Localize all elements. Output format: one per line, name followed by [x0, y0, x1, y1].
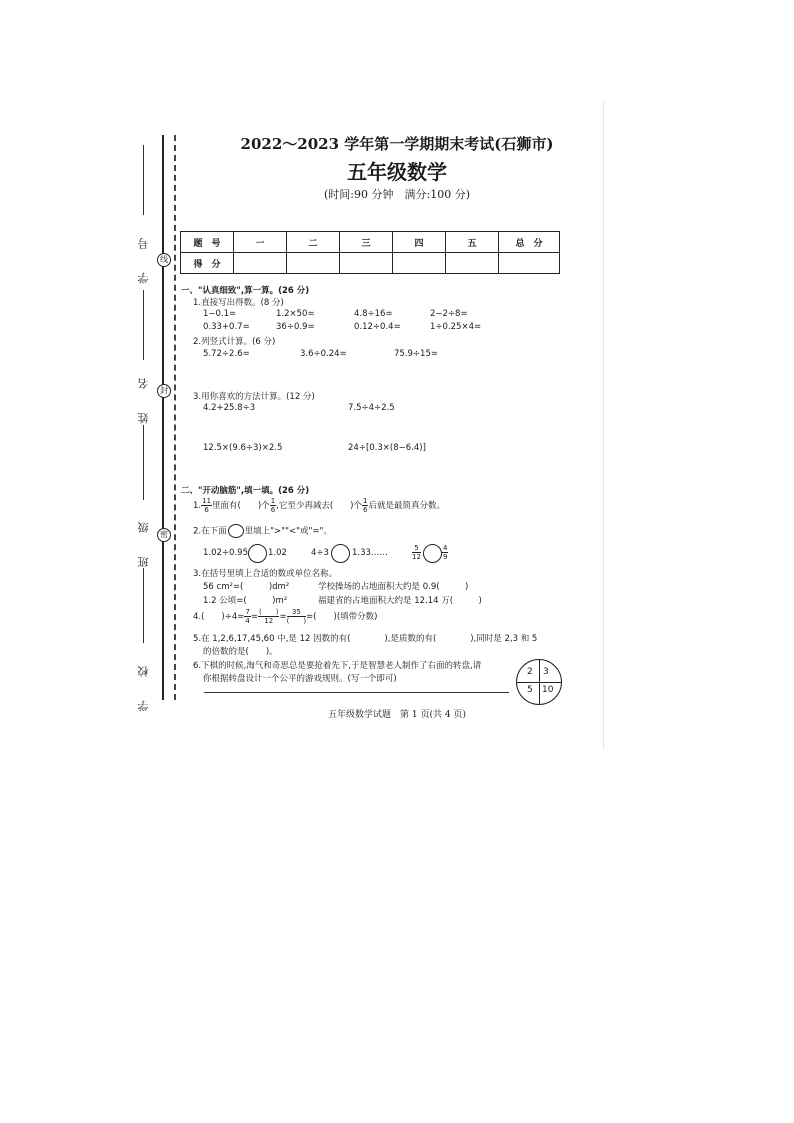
s2-q3-line: 56 cm²=( )dm² [203, 582, 290, 592]
name-label: 姓 名 [137, 368, 150, 424]
score-cell: 题 号 [181, 232, 234, 253]
s1-q3-item: 24÷[0.3×(8−6.4)] [348, 443, 426, 453]
compare-circle-answer[interactable] [423, 544, 442, 563]
score-cell: 得 分 [181, 253, 234, 274]
s1-q2-item: 3.6÷0.24= [300, 349, 347, 359]
denominator: 9 [443, 553, 448, 561]
s2-q5-line: 的倍数的是( )。 [203, 647, 278, 657]
student-id-label: 学 号 [137, 228, 150, 284]
score-table-header-row [181, 232, 560, 253]
binding-dashed-line [174, 135, 176, 700]
s2-q2-a-left: 1.02÷0.95 [203, 548, 248, 558]
s2-q1-pre: 1. [193, 501, 202, 511]
score-cell: 三 [340, 232, 393, 253]
page-footer: 五年级数学试题 第 1 页(共 4 页) [328, 710, 466, 720]
numerator: 1 [270, 497, 276, 505]
school-label: 学 校 [137, 656, 150, 712]
fraction [287, 608, 306, 625]
binding-mark-line: 线 [157, 253, 171, 267]
s2-q3-line: 1.2 公顷=( )m² [203, 596, 288, 606]
s2-q2-title-pre: 2.在下面 [193, 526, 227, 537]
s2-q1-mid1: 里面有( )个 [212, 501, 270, 511]
numerator: 4 [443, 544, 448, 552]
s2-q2-d [442, 544, 448, 561]
spinner-wheel [516, 659, 562, 705]
spinner-value: 2 [527, 667, 533, 677]
class-line [143, 425, 144, 500]
s1-q3-title: 3.用你喜欢的方法计算。(12 分) [193, 392, 315, 402]
fraction [412, 544, 421, 561]
score-cell: 一 [234, 232, 287, 253]
denominator: 6 [204, 506, 209, 514]
score-table-score-row [181, 253, 560, 274]
s1-q1-item: 1−0.1= [203, 309, 237, 319]
footer-rule [204, 692, 509, 693]
s2-q3-line: 福建省的占地面积大约是 12.14 万( ) [318, 596, 482, 606]
s2-q4-pre: 4.( )÷4= [193, 612, 245, 622]
compare-circle-answer[interactable] [248, 544, 267, 563]
denominator: 12 [264, 617, 274, 625]
s2-q3-line: 学校操场的占地面积大约是 0.9( ) [318, 582, 469, 592]
score-entry[interactable] [340, 253, 393, 274]
school-line [143, 568, 144, 643]
s1-q3-item: 12.5×(9.6÷3)×2.5 [203, 443, 283, 453]
class-label: 班 级 [137, 512, 150, 568]
s2-q6-line: 你根据转盘设计一个公平的游戏规则。(写一个即可) [203, 674, 397, 684]
s2-q4 [193, 608, 377, 625]
s2-q5-line: 5.在 1,2,6,17,45,60 中,是 12 因数的有( ),是质数的有( ),同时是 2,3 和 5 [193, 634, 538, 644]
s1-q2-item: 75.9÷15= [394, 349, 438, 359]
subject-title: 五年级数学 [347, 160, 447, 184]
score-entry[interactable] [287, 253, 340, 274]
numerator: 1 [363, 497, 368, 505]
s1-q1-item: 2−2÷8= [430, 309, 468, 319]
s1-q1-item: 1÷0.25×4= [430, 322, 482, 332]
binding-mark-seal: 封 [157, 384, 171, 398]
circle-icon [228, 524, 244, 538]
equals: = [279, 612, 287, 622]
s1-q3-item: 7.5÷4÷2.5 [348, 403, 395, 413]
spinner-value: 5 [527, 685, 533, 695]
score-cell: 四 [393, 232, 446, 253]
numerator: 5 [412, 544, 421, 553]
s2-q2-a-right: 1.02 [268, 548, 287, 558]
score-entry[interactable] [499, 253, 560, 274]
s2-q3-title: 3.在括号里填上合适的数或单位名称。 [193, 569, 338, 579]
s2-q2-c [412, 544, 421, 561]
binding-mark-secret: 密 [157, 528, 171, 542]
fraction [201, 497, 212, 514]
s2-q6-line: 6.下棋的时候,淘气和奇思总是要抢着先下,于是智慧老人制作了右面的转盘,请 [193, 661, 482, 671]
numerator: ( ) [259, 608, 279, 616]
s2-q2-b-left: 4÷3 [311, 548, 329, 558]
s1-q1-item: 0.33+0.7= [203, 322, 250, 332]
s2-q4-post: =( )(填带分数) [306, 612, 378, 622]
s1-q1-title: 1.直接写出得数。(8 分) [193, 298, 284, 308]
score-cell: 五 [446, 232, 499, 253]
fraction [442, 544, 448, 561]
s1-q1-item: 4.8÷16= [354, 309, 393, 319]
compare-circle-answer[interactable] [331, 544, 350, 563]
s2-q2-title [193, 524, 332, 538]
section1-title: 一、"认真细致",算一算。(26 分) [181, 286, 310, 296]
equals: = [250, 612, 258, 622]
score-cell: 总 分 [499, 232, 560, 253]
denominator: 12 [412, 553, 421, 561]
s1-q1-item: 36÷0.9= [276, 322, 315, 332]
score-cell: 二 [287, 232, 340, 253]
denominator: 6 [270, 506, 276, 514]
score-entry[interactable] [234, 253, 287, 274]
score-table [180, 231, 560, 274]
numerator: 11 [202, 497, 212, 505]
binding-solid-line [162, 135, 164, 700]
denominator: 6 [363, 506, 368, 514]
section2-title: 二、"开动脑筋",填一填。(26 分) [181, 486, 310, 496]
score-entry[interactable] [446, 253, 499, 274]
numerator: 7 [245, 608, 250, 616]
spinner-value: 3 [543, 667, 549, 677]
spinner-divider [539, 660, 540, 704]
s2-q2-title-post: 里填上">""<"或"="。 [244, 526, 332, 537]
s1-q2-item: 5.72÷2.6= [203, 349, 250, 359]
s1-q2-title: 2.列竖式计算。(6 分) [193, 337, 276, 347]
s2-q1 [193, 497, 445, 514]
exam-title: 2022～2023 学年第一学期期末考试(石狮市) [240, 135, 554, 153]
numerator: 35 [287, 608, 306, 617]
exam-info: (时间:90 分钟 满分:100 分) [324, 188, 470, 201]
s2-q1-post: 后就是最简真分数。 [368, 501, 445, 511]
s2-q2-b-right: 1.33…… [352, 548, 388, 558]
s1-q1-item: 1.2×50= [276, 309, 315, 319]
denominator: ( ) [286, 617, 307, 625]
score-entry[interactable] [393, 253, 446, 274]
s1-q3-item: 4.2+25.8÷3 [203, 403, 256, 413]
name-line [143, 290, 144, 360]
denominator: 4 [245, 617, 250, 625]
fraction [258, 608, 279, 625]
s2-q1-mid2: ,它至少再减去( )个 [276, 501, 362, 511]
s1-q1-item: 0.12÷0.4= [354, 322, 401, 332]
spinner-value: 10 [542, 685, 554, 695]
